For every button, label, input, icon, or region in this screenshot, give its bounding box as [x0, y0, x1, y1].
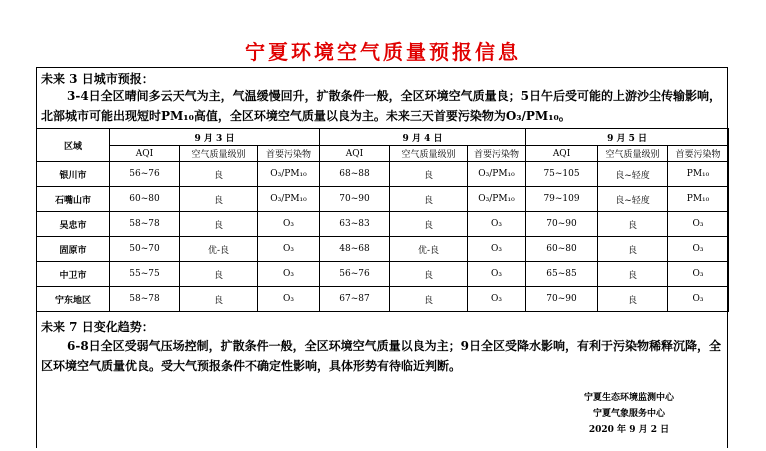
level-cell: 优-良 — [180, 237, 258, 262]
aqi-cell: 70~90 — [526, 212, 598, 237]
table-row — [37, 262, 729, 287]
city-cell: 石嘴山市 — [37, 187, 110, 212]
aqi-cell: 79~109 — [526, 187, 598, 212]
pollutant-cell: O₃ — [668, 262, 729, 287]
aqi-cell: 63~83 — [320, 212, 390, 237]
pollutant-cell: O₃/PM₁₀ — [468, 162, 526, 187]
level-cell: 良 — [180, 287, 258, 312]
pollutant-cell: O₃ — [468, 212, 526, 237]
section-paragraph-3day: 3-4日全区晴间多云天气为主，气温缓慢回升，扩散条件一般，全区环境空气质量良；5日午后受可能的上游沙尘传输影响，北部城市可能出现短时PM₁₀高值，全区环境空气质量以良为主。未来三天首要污染物为O₃/PM₁₀。 — [41, 89, 722, 123]
city-cell: 吴忠市 — [37, 212, 110, 237]
pollutant-cell: O₃ — [468, 262, 526, 287]
city-cell: 银川市 — [37, 162, 110, 187]
aqi-cell: 70~90 — [320, 187, 390, 212]
level-cell: 良~轻度 — [598, 187, 668, 212]
section-heading-7day: 未来 7 日变化趋势： — [41, 320, 154, 334]
pollutant-cell: O₃ — [258, 287, 320, 312]
signature-date: 2020 年 9 月 2 日 — [588, 425, 670, 435]
page-title: 宁夏环境空气质量预报信息 — [245, 40, 521, 64]
city-cell: 宁东地区 — [37, 287, 110, 312]
pollutant-cell: O₃/PM₁₀ — [258, 187, 320, 212]
forecast-table — [36, 128, 729, 312]
signature-org-2: 宁夏气象服务中心 — [592, 409, 665, 419]
pollutant-cell: O₃ — [468, 237, 526, 262]
table-row — [37, 162, 729, 187]
pollutant-header: 首要污染物 — [258, 146, 320, 162]
city-cell: 固原市 — [37, 237, 110, 262]
pollutant-cell: O₃/PM₁₀ — [258, 162, 320, 187]
pollutant-header: 首要污染物 — [468, 146, 526, 162]
forecast-box — [36, 67, 728, 448]
level-cell: 良 — [598, 237, 668, 262]
section-heading-3day: 未来 3 日城市预报： — [41, 72, 154, 86]
aqi-cell: 75~105 — [526, 162, 598, 187]
aqi-cell: 60~80 — [110, 187, 180, 212]
aqi-header: AQI — [110, 146, 180, 162]
pollutant-cell: O₃ — [668, 287, 729, 312]
aqi-cell: 50~70 — [110, 237, 180, 262]
aqi-cell: 58~78 — [110, 287, 180, 312]
table-row — [37, 287, 729, 312]
pollutant-header: 首要污染物 — [668, 146, 729, 162]
level-header: 空气质量级别 — [598, 146, 668, 162]
level-cell: 良 — [598, 212, 668, 237]
city-cell: 中卫市 — [37, 262, 110, 287]
aqi-cell: 48~68 — [320, 237, 390, 262]
aqi-header: AQI — [526, 146, 598, 162]
aqi-cell: 55~75 — [110, 262, 180, 287]
table-body — [37, 162, 729, 312]
pollutant-cell: O₃ — [258, 237, 320, 262]
level-cell: 良~轻度 — [598, 162, 668, 187]
level-cell: 良 — [180, 212, 258, 237]
aqi-cell: 60~80 — [526, 237, 598, 262]
region-header: 区域 — [37, 129, 110, 162]
section-paragraph-7day: 6-8日全区受弱气压场控制，扩散条件一般，全区环境空气质量以良为主；9日全区受降水影响，有利于污染物稀释沉降，全区环境空气质量优良。受大气预报条件不确定性影响，具体形势有待临近判断。 — [41, 339, 722, 373]
pollutant-cell: O₃ — [668, 212, 729, 237]
level-header: 空气质量级别 — [180, 146, 258, 162]
aqi-cell: 68~88 — [320, 162, 390, 187]
level-cell: 良 — [180, 162, 258, 187]
aqi-cell: 56~76 — [110, 162, 180, 187]
level-cell: 良 — [390, 187, 468, 212]
level-header: 空气质量级别 — [390, 146, 468, 162]
level-cell: 良 — [390, 262, 468, 287]
pollutant-cell: O₃ — [258, 212, 320, 237]
pollutant-cell: O₃ — [258, 262, 320, 287]
pollutant-cell: PM₁₀ — [668, 187, 729, 212]
pollutant-cell: O₃ — [668, 237, 729, 262]
aqi-cell: 65~85 — [526, 262, 598, 287]
day-header: 9 月 5 日 — [526, 129, 729, 146]
aqi-header: AQI — [320, 146, 390, 162]
aqi-cell: 70~90 — [526, 287, 598, 312]
aqi-cell: 67~87 — [320, 287, 390, 312]
table-row — [37, 237, 729, 262]
aqi-cell: 58~78 — [110, 212, 180, 237]
day-header: 9 月 3 日 — [110, 129, 320, 146]
level-cell: 良 — [598, 262, 668, 287]
level-cell: 良 — [180, 262, 258, 287]
level-cell: 良 — [180, 187, 258, 212]
table-row — [37, 187, 729, 212]
level-cell: 良 — [390, 212, 468, 237]
level-cell: 良 — [390, 287, 468, 312]
pollutant-cell: PM₁₀ — [668, 162, 729, 187]
level-cell: 良 — [598, 287, 668, 312]
level-cell: 良 — [390, 162, 468, 187]
pollutant-cell: O₃/PM₁₀ — [468, 187, 526, 212]
level-cell: 优-良 — [390, 237, 468, 262]
pollutant-cell: O₃ — [468, 287, 526, 312]
day-header: 9 月 4 日 — [320, 129, 526, 146]
aqi-cell: 56~76 — [320, 262, 390, 287]
signature-org-1: 宁夏生态环境监测中心 — [583, 393, 674, 403]
table-row — [37, 212, 729, 237]
